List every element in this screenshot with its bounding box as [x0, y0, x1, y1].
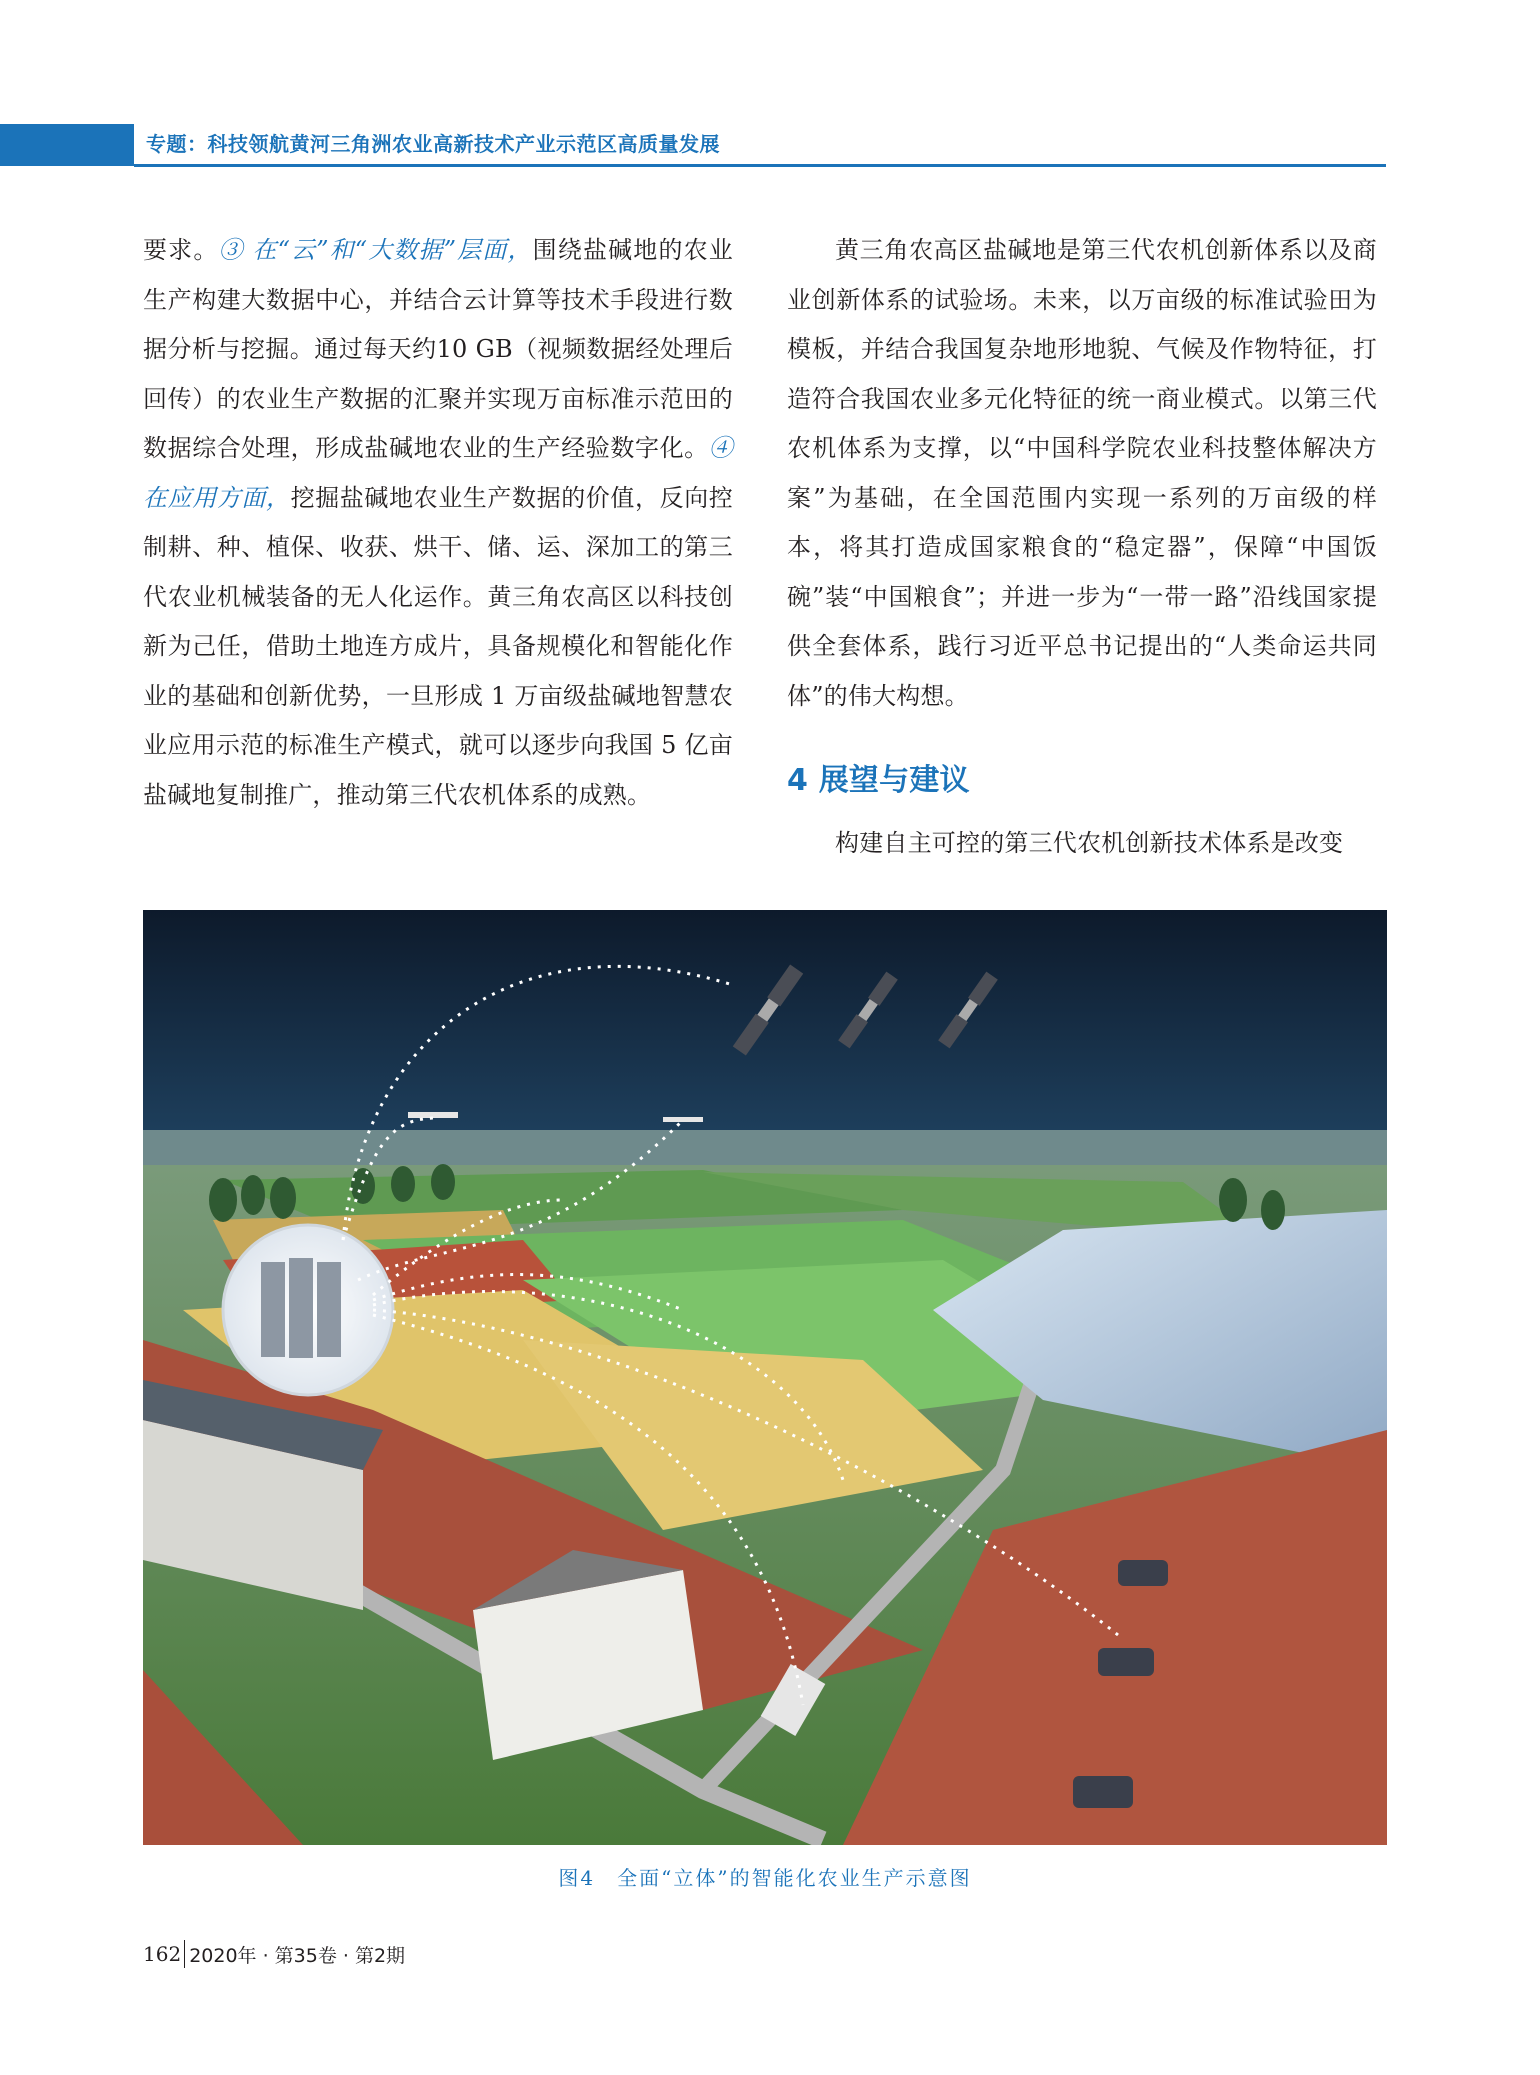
horizon: [143, 1130, 1387, 1170]
server-rack-icon: [261, 1258, 341, 1358]
section-title: 4 展望与建议: [787, 763, 970, 798]
issue-info: 2020年 · 第35卷 · 第2期: [189, 1944, 406, 1967]
highlight-application: ④ 在应用方面，: [143, 434, 733, 512]
text-run: 围绕盐碱地的农业生产构建大数据中心，并结合云计算等技术手段进行数据分析与挖掘。通过每天约10 GB（视频数据经处理后回传）的农业生产数据的汇聚并实现万亩标准示范田的数据综合处理，形成盐碱地农业的生产经验数字化。: [143, 236, 733, 462]
running-header-title: 专题：科技领航黄河三角洲农业高新技术产业示范区高质量发展: [146, 132, 720, 156]
right-column: [787, 226, 1377, 869]
text-run: 挖掘盐碱地农业生产数据的价值，反向控制耕、种、植保、收获、烘干、储、运、深加工的第三代农业机械装备的无人化运作。黄三角农高区以科技创新为己任，借助土地连方成片，具备规模化和智能化作业的基础和创新优势，一旦形成 1 万亩级盐碱地智慧农业应用示范的标准生产模式，就可以逐步向我国 5 亿亩盐碱地复制推广，推动第三代农机体系的成熟。: [143, 483, 733, 809]
highlight-cloud-bigdata: ③ 在“云”和“大数据”层面，: [218, 236, 533, 264]
left-paragraph: [143, 226, 733, 820]
page-footer: [143, 1940, 405, 1968]
text-run: 要求。: [143, 236, 219, 264]
running-header: [0, 124, 1386, 166]
header-color-block: [0, 124, 134, 166]
right-paragraph-2: 构建自主可控的第三代农机创新技术体系是改变: [835, 829, 1344, 857]
figure-illustration: [143, 910, 1387, 1845]
right-paragraph-1: 黄三角农高区盐碱地是第三代农机创新体系以及商业创新体系的试验场。未来，以万亩级的标准试验田为模板，并结合我国复杂地形地貌、气候及作物特征，打造符合我国农业多元化特征的统一商业模式。以第三代农机体系为支撑，以“中国科学院农业科技整体解决方案”为基础，在全国范围内实现一系列的万亩级的样本，将其打造成国家粮食的“稳定器”，保障“中国饭碗”装“中国粮食”；并进一步为“一带一路”沿线国家提供全套体系，践行习近平总书记提出的“人类命运共同体”的伟大构想。: [787, 236, 1377, 710]
left-column: [143, 226, 733, 820]
figure-caption: 图4 全面“立体”的智能化农业生产示意图: [558, 1866, 972, 1890]
page-number: 162: [143, 1942, 182, 1966]
footer-divider: [184, 1940, 185, 1968]
header-rule: [134, 164, 1386, 167]
